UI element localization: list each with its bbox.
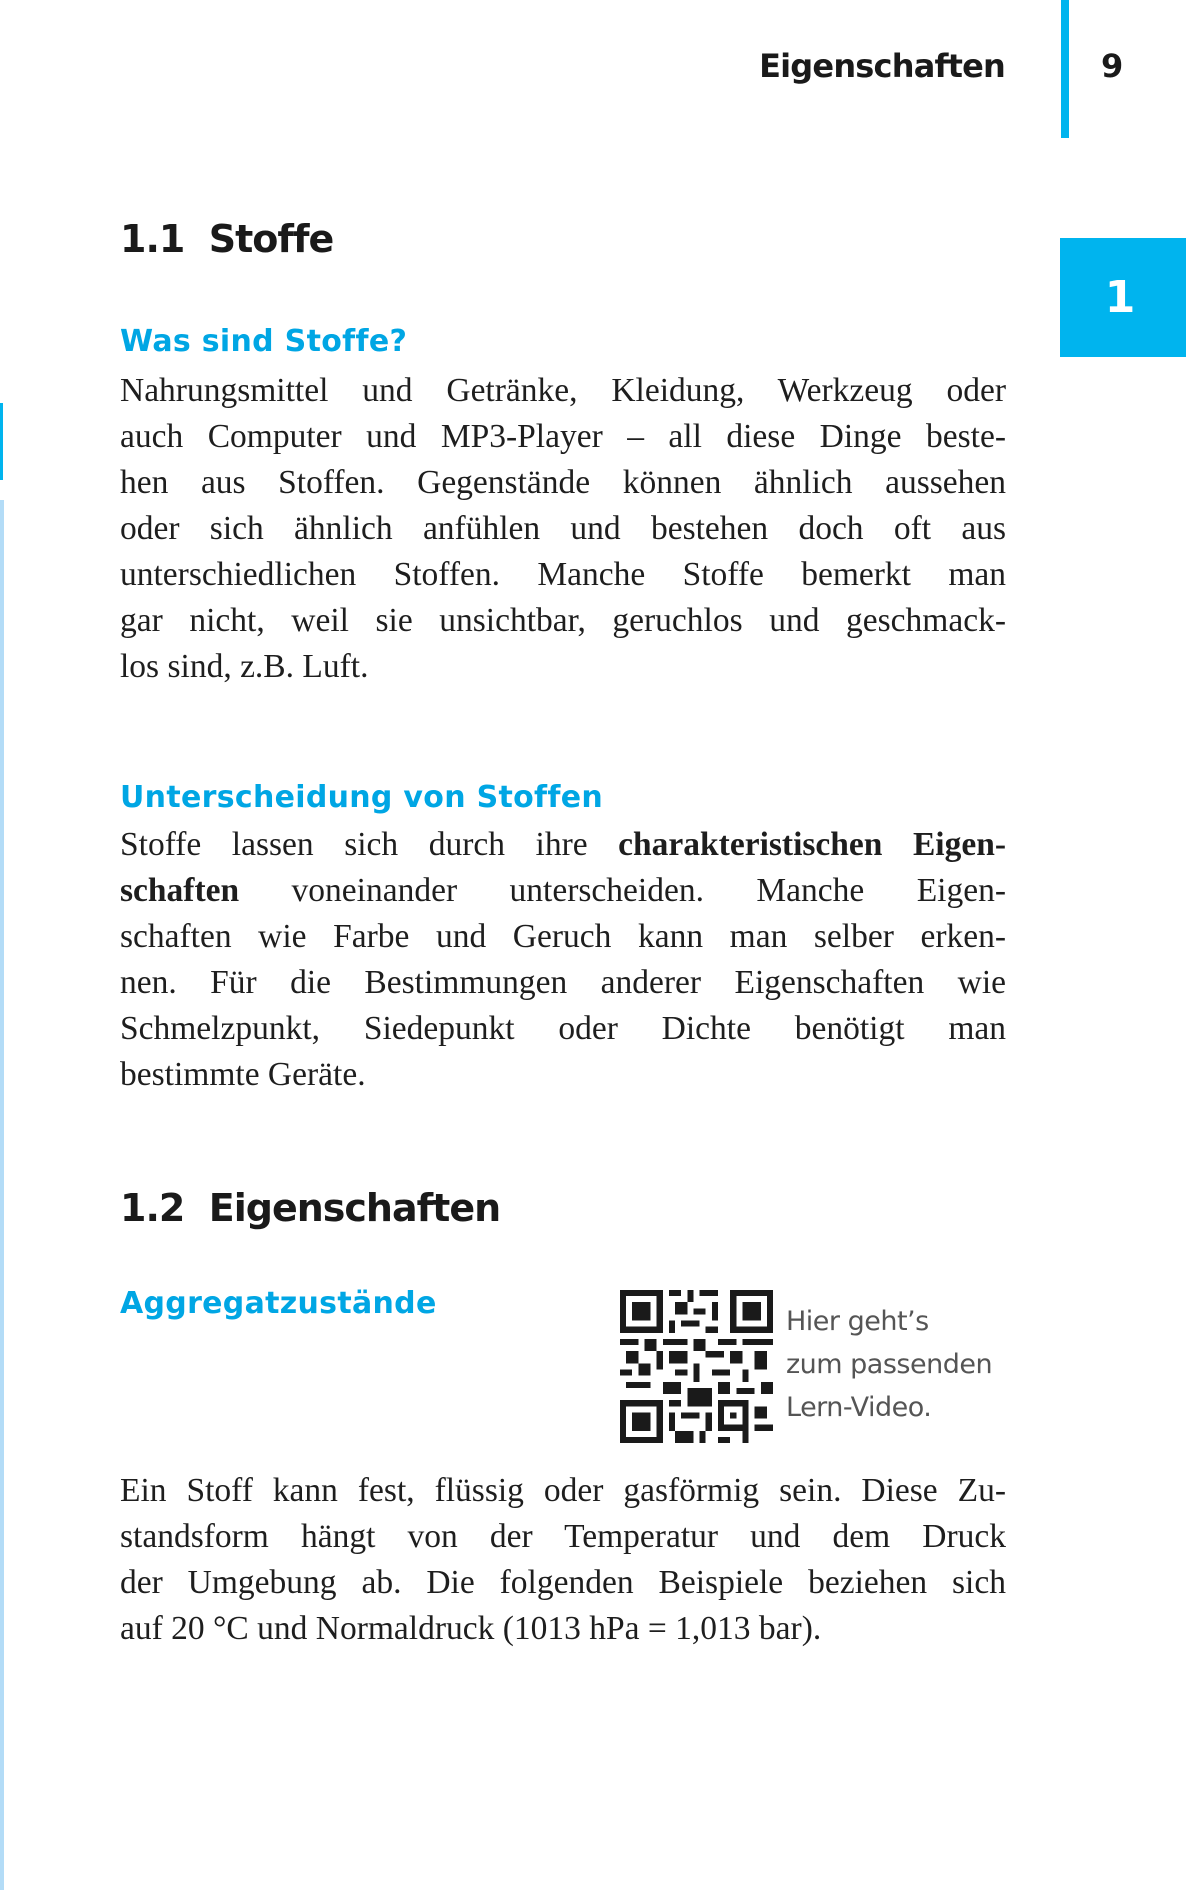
text-line: Nahrungsmittel und Getränke, Kleidung, Werkzeug oder xyxy=(120,372,1006,409)
text-line: gar nicht, weil sie unsichtbar, geruchlos und geschmack- xyxy=(120,602,1006,639)
text-line: nen. Für die Bestimmungen anderer Eigenschaften wie xyxy=(120,964,1006,1001)
subheading-unterscheidung: Unterscheidung von Stoffen xyxy=(120,780,604,815)
text-line xyxy=(120,822,1006,868)
text-line: der Umgebung ab. Die folgenden Beispiele beziehen sich xyxy=(120,1564,1006,1601)
paragraph-aggregatzustaende xyxy=(120,1468,1006,1652)
text-line: Ein Stoff kann fest, flüssig oder gasförmig sein. Diese Zu- xyxy=(120,1472,1006,1509)
text-line: Schmelzpunkt, Siedepunkt oder Dichte benötigt man xyxy=(120,1010,1006,1047)
qr-caption-line: zum passenden xyxy=(786,1349,993,1380)
header-divider-bar xyxy=(1061,0,1069,138)
text-line: los sind, z.B. Luft. xyxy=(120,648,369,685)
running-header-title: Eigenschaften xyxy=(759,47,1005,85)
left-edge-marker-light xyxy=(0,500,4,1890)
section-heading-1-2: 1.2 Eigenschaften xyxy=(120,1186,501,1230)
text-line: auf 20 °C und Normaldruck (1013 hPa = 1,013 bar). xyxy=(120,1610,822,1647)
text-line: unterschiedlichen Stoffen. Manche Stoffe bemerkt man xyxy=(120,556,1006,593)
text-line xyxy=(120,868,1006,914)
left-edge-marker-dark xyxy=(0,403,3,480)
qr-caption-line: Lern-Video. xyxy=(786,1392,932,1423)
paragraph-was-sind-stoffe xyxy=(120,368,1006,690)
text-line: oder sich ähnlich anfühlen und bestehen doch oft aus xyxy=(120,510,1006,547)
text-span: voneinander unterscheiden. Manche Eigen- xyxy=(239,872,1006,909)
text-line: hen aus Stoffen. Gegenstände können ähnlich aussehen xyxy=(120,464,1006,501)
qr-caption xyxy=(786,1300,992,1429)
subheading-aggregatzustaende: Aggregatzustände xyxy=(120,1286,437,1321)
section-heading-1-1: 1.1 Stoffe xyxy=(120,217,334,261)
paragraph-unterscheidung xyxy=(120,822,1006,1098)
text-span: Stoffe lassen sich durch ihre xyxy=(120,826,619,863)
text-line: schaften wie Farbe und Geruch kann man selber erken- xyxy=(120,918,1006,955)
qr-code-icon[interactable] xyxy=(620,1290,773,1443)
text-line: bestimmte Geräte. xyxy=(120,1056,366,1093)
page-number: 9 xyxy=(1101,47,1124,85)
chapter-tab-number: 1 xyxy=(1104,272,1136,323)
subheading-was-sind-stoffe: Was sind Stoffe? xyxy=(120,324,408,359)
emphasis-term: schaften xyxy=(120,872,240,909)
text-line: auch Computer und MP3-Player – all diese Dinge beste- xyxy=(120,418,1006,455)
emphasis-term: charakteristischen Eigen- xyxy=(618,826,1007,863)
chapter-tab xyxy=(1060,238,1186,357)
qr-caption-line: Hier geht’s xyxy=(786,1306,929,1337)
text-line: standsform hängt von der Temperatur und dem Druck xyxy=(120,1518,1006,1555)
